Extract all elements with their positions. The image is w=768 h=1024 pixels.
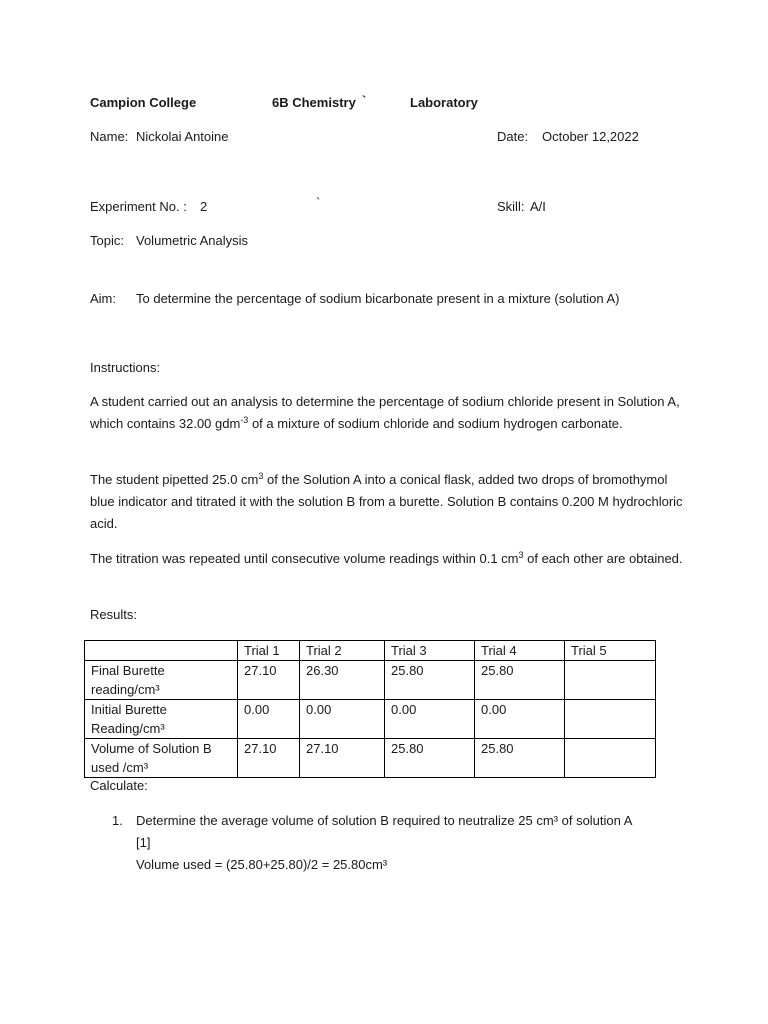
table-cell: 26.30	[300, 661, 385, 700]
table-header-cell: Trial 1	[238, 641, 300, 661]
table-header-cell: Trial 2	[300, 641, 385, 661]
row-label: Volume of Solution B used /cm³	[85, 739, 238, 778]
table-header-row	[85, 641, 656, 661]
date-label: Date:	[497, 129, 529, 144]
table-cell	[565, 739, 656, 778]
table-cell: 25.80	[475, 661, 565, 700]
answer-text: Volume used = (25.80+25.80)/2 = 25.80cm³	[136, 857, 388, 872]
table-cell: 27.10	[238, 739, 300, 778]
instructions-paragraph-2: The student pipetted 25.0 $cm^3$ of the Solution A into a conical flask, added two drops of bromothymol blue indicator and titrated it with the solution B from a burette. Solution B contains 0.200 M hydrochloric acid.	[90, 471, 683, 531]
question-text: Determine the average volume of solution B required to neutralize 25 cm³ of solution A	[136, 813, 633, 828]
table-header-cell: Trial 3	[385, 641, 475, 661]
skill-label: Skill:	[497, 199, 525, 214]
table-cell: 25.80	[385, 739, 475, 778]
topic-label: Topic:	[90, 233, 124, 248]
results-heading: Results:	[90, 607, 137, 622]
table-cell: 0.00	[475, 700, 565, 739]
table-header-cell: Trial 4	[475, 641, 565, 661]
question-marks: [1]	[136, 835, 151, 850]
table-cell	[565, 661, 656, 700]
student-name: Nickolai Antoine	[136, 129, 229, 144]
results-table	[84, 640, 656, 778]
instructions-heading: Instructions:	[90, 360, 161, 375]
skill-value: A/I	[530, 199, 546, 214]
table-cell: 27.10	[300, 739, 385, 778]
table-header-cell	[85, 641, 238, 661]
instructions-paragraph-1: A student carried out an analysis to determine the percentage of sodium chloride present in Solution A, which contains 32.00 gdm$^{-3}$ of a mixture of sodium chloride and sodium hydrogen carbonate.	[90, 394, 680, 431]
experiment-label: Experiment No. :	[90, 199, 187, 214]
experiment-number: 2	[200, 199, 208, 214]
stray-tick-mark: `	[316, 195, 321, 210]
course-name: 6B Chemistry	[272, 95, 356, 110]
table-cell: 25.80	[385, 661, 475, 700]
table-row	[85, 739, 656, 778]
stray-tick-mark: `	[362, 93, 367, 108]
question-number: 1.	[112, 813, 123, 828]
date-value: October 12,2022	[542, 129, 639, 144]
table-header-cell: Trial 5	[565, 641, 656, 661]
table-row	[85, 700, 656, 739]
name-label: Name:	[90, 129, 129, 144]
table-cell: 0.00	[238, 700, 300, 739]
row-label: Initial Burette Reading/cm³	[85, 700, 238, 739]
table-cell: 27.10	[238, 661, 300, 700]
table-cell	[565, 700, 656, 739]
instructions-paragraph-3: The titration was repeated until consecutive volume readings within 0.1 $cm^3$ of each other are obtained.	[90, 550, 683, 566]
report-type: Laboratory	[410, 95, 478, 110]
aim-label: Aim:	[90, 291, 116, 306]
table-row	[85, 661, 656, 700]
topic-value: Volumetric Analysis	[136, 233, 248, 248]
aim-text: To determine the percentage of sodium bicarbonate present in a mixture (solution A)	[136, 291, 620, 306]
row-label: Final Burette reading/cm³	[85, 661, 238, 700]
table-cell: 0.00	[385, 700, 475, 739]
table-cell: 0.00	[300, 700, 385, 739]
calculate-heading: Calculate:	[90, 778, 148, 793]
school-name: Campion College	[90, 95, 197, 110]
table-cell: 25.80	[475, 739, 565, 778]
